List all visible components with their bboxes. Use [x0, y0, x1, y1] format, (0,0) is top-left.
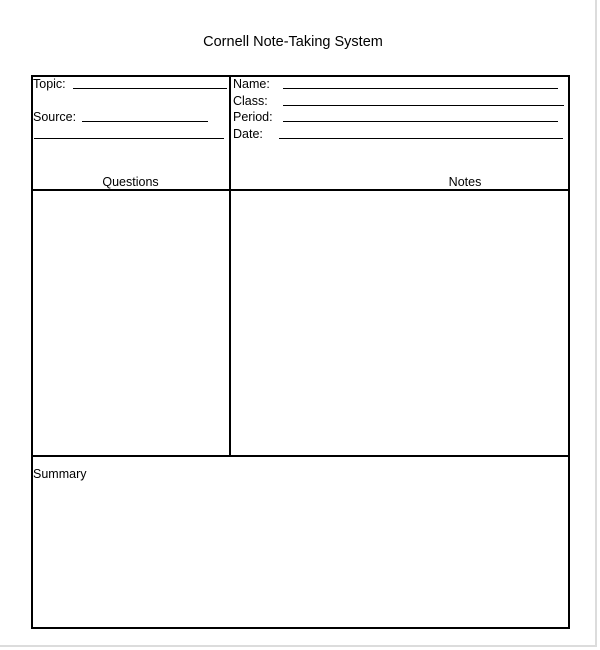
source-extra-field[interactable]	[34, 138, 224, 139]
source-field[interactable]	[82, 121, 208, 122]
date-label: Date:	[233, 127, 263, 141]
summary-area[interactable]	[33, 457, 568, 627]
source-label: Source:	[33, 110, 77, 124]
topic-field[interactable]	[73, 88, 227, 89]
summary-label: Summary	[33, 467, 87, 481]
notes-area[interactable]	[231, 191, 568, 455]
questions-column-header: Questions	[102, 175, 159, 189]
class-label: Class:	[233, 94, 268, 108]
name-field[interactable]	[283, 88, 558, 89]
topic-label: Topic:	[33, 77, 66, 91]
date-field[interactable]	[279, 138, 563, 139]
period-label: Period:	[233, 110, 273, 124]
class-field[interactable]	[283, 105, 564, 106]
questions-area[interactable]	[33, 191, 229, 455]
name-label: Name:	[233, 77, 270, 91]
page-title: Cornell Note-Taking System	[203, 34, 383, 50]
period-field[interactable]	[283, 121, 558, 122]
notes-column-header: Notes	[448, 175, 482, 189]
